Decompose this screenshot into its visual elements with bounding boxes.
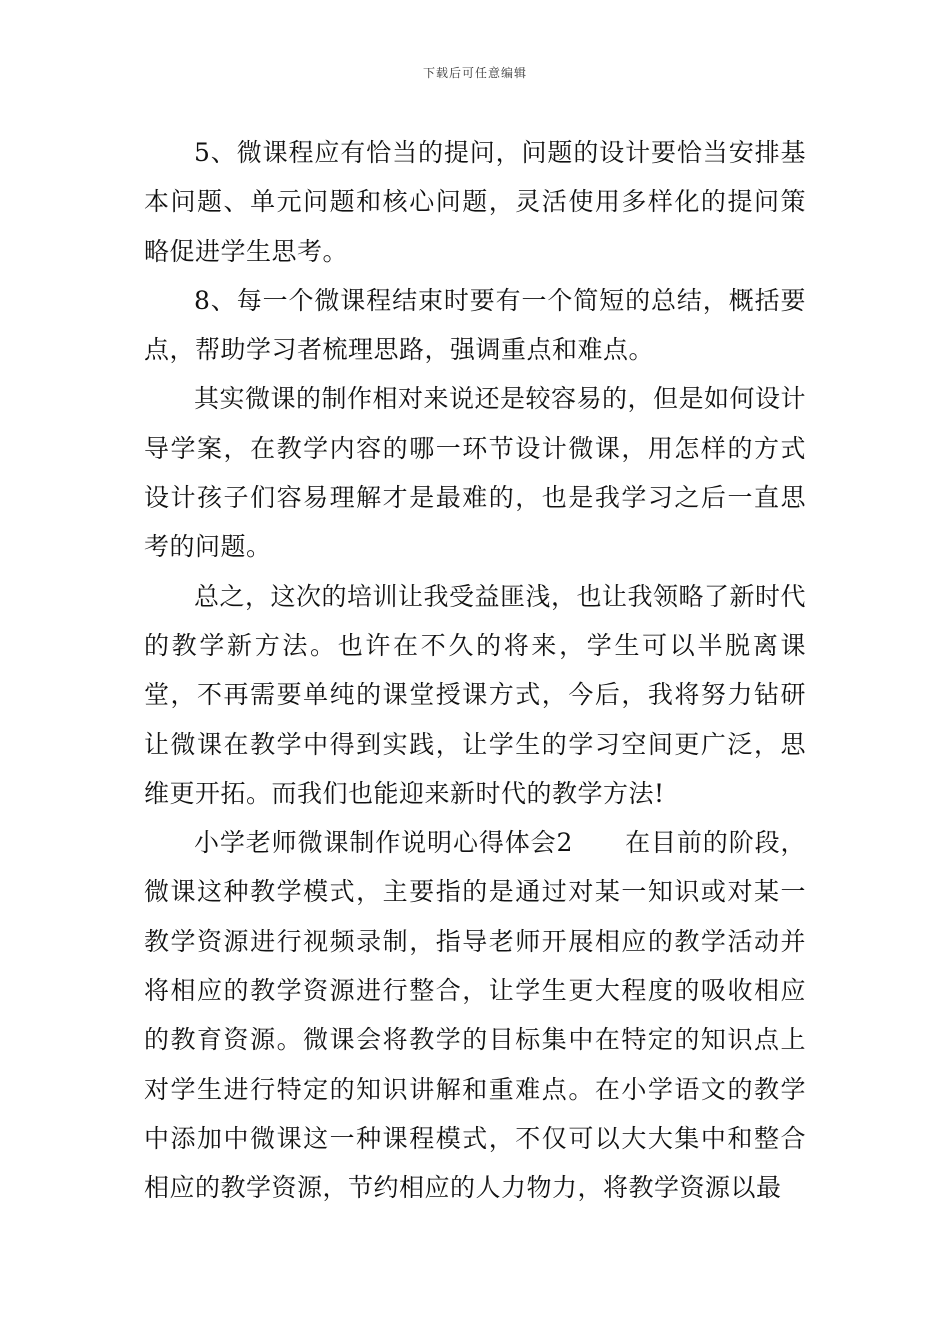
paragraph-conclusion: 总之，这次的培训让我受益匪浅，也让我领略了新时代的教学新方法。也许在不久的将来，学生可以半脱离课堂，不再需要单纯的课堂授课方式，今后，我将努力钻研让微课在教学中得到实践，让学生的学习空间更广泛，思维更开拓。而我们也能迎来新时代的教学方法!	[144, 581, 807, 808]
paragraph-question-design: 5、微课程应有恰当的提问，问题的设计要恰当安排基本问题、单元问题和核心问题，灵活使用多样化的提问策略促进学生思考。	[144, 138, 806, 266]
paragraph-design-difficulty: 其实微课的制作相对来说还是较容易的，但是如何设计导学案，在教学内容的哪一环节设计微课，用怎样的方式设计孩子们容易理解才是最难的，也是我学习之后一直思考的问题。	[144, 384, 807, 562]
paragraph-essay-2: 小学老师微课制作说明心得体会2 在目前的阶段，微课这种教学模式，主要指的是通过对某一知识或对某一教学资源进行视频录制，指导老师开展相应的教学活动并将相应的教学资源进行整合，让学生更大程度的吸收相应的教育资源。微课会将教学的目标集中在特定的知识点上对学生进行特定的知识讲解和重难点。在小学语文的教学中添加中微课这一种课程模式，不仅可以大大集中和整合相应的教学资源，节约相应的人力物力，将教学资源以最	[144, 828, 806, 1203]
page-header-note: 下载后可任意编辑	[422, 66, 527, 80]
document-body	[144, 128, 806, 1213]
paragraph-summary: 8、每一个微课程结束时要有一个简短的总结，概括要点，帮助学习者梳理思路，强调重点和难点。	[144, 285, 806, 365]
